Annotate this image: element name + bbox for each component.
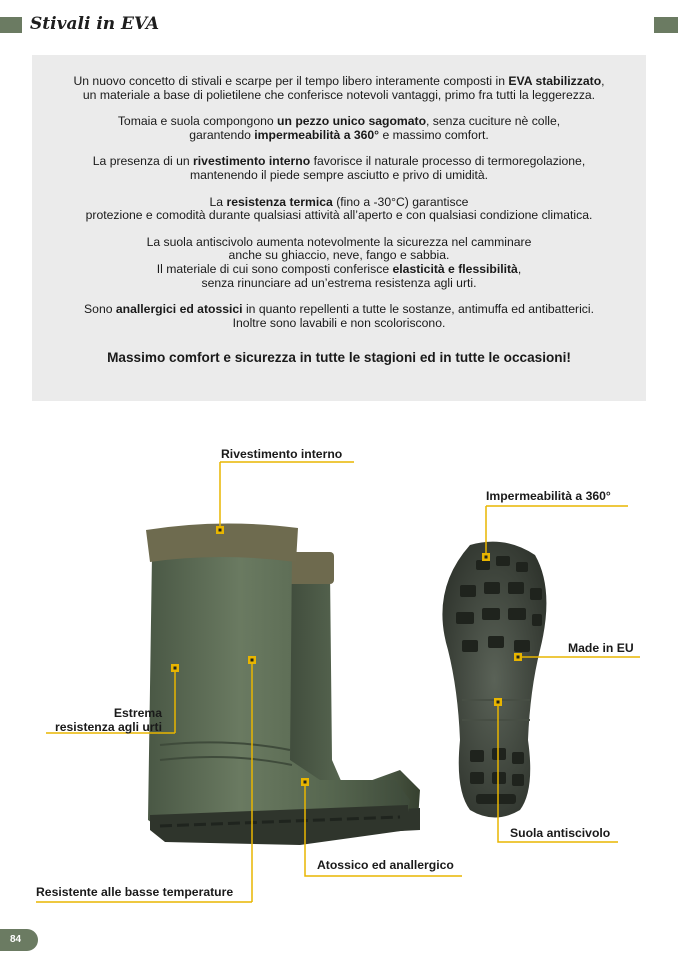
front-boot <box>146 523 410 845</box>
intro-paragraph: La resistenza termica (fino a -30°C) garantisce protezione e comodità durante qualsiasi attività all’aperto e con qualsiasi condizione climatica. <box>85 194 593 223</box>
header-accent-bar-right <box>654 17 678 33</box>
sole-view <box>442 542 546 818</box>
callout-impermeabilita: Impermeabilità a 360° <box>486 489 611 503</box>
emphasis-text: EVA stabilizzato <box>508 74 602 88</box>
callout-atossico: Atossico ed anallergico <box>317 858 454 872</box>
boots-illustration <box>0 430 678 950</box>
callout-suola-antiscivolo: Suola antiscivolo <box>510 826 611 840</box>
emphasis-text: elasticità e flessibilità <box>392 261 518 276</box>
closing-statement: Massimo comfort e sicurezza in tutte le stagioni ed in tutte le occasioni! <box>107 350 571 366</box>
emphasis-text: rivestimento interno <box>193 154 311 169</box>
intro-paragraph: Sono anallergici ed atossici in quanto repellenti a tutte le sostanze, antimuffa ed antibatterici. Inoltre sono lavabili e non scoloriscono. <box>84 302 594 330</box>
callout-resistente-basse-temperature: Resistente alle basse temperature <box>36 885 234 899</box>
emphasis-text: impermeabilità a 360° <box>254 127 380 142</box>
intro-paragraph: Un nuovo concetto di stivali e scarpe per il tempo libero interamente composti in EVA stabilizzato, un materiale a base di polietilene che conferisce notevoli vantaggi, primo fra tutti la leggerezza. <box>73 74 605 102</box>
intro-paragraph: Tomaia e suola compongono un pezzo unico sagomato, senza cuciture nè colle, garantendo impermeabilità a 360° e massimo comfort. <box>117 114 561 142</box>
callout-estrema-line2: resistenza agli urti <box>54 720 162 734</box>
header-accent-bar-left <box>0 17 22 33</box>
intro-paragraph: La presenza di un rivestimento interno favorisce il naturale processo di termoregolazione, mantenendo il piede sempre asciutto e privo di umidità. <box>92 154 586 182</box>
emphasis-text: un pezzo unico sagomato <box>277 114 427 129</box>
callout-rivestimento-interno: Rivestimento interno <box>221 447 343 461</box>
emphasis-text: anallergici ed atossici <box>115 302 243 317</box>
intro-text-box <box>32 55 646 401</box>
intro-paragraph: La suola antiscivolo aumenta notevolmente la sicurezza nel camminare anche su ghiaccio, neve, fango e sabbia. Il materiale di cui sono composti conferisce elasticità e flessibilità, senza rinunciare ad un’estrema resistenza agli urti. <box>146 234 532 290</box>
emphasis-text: resistenza termica <box>226 194 333 209</box>
callout-estrema-line1: Estrema <box>113 706 162 720</box>
callout-estrema-resistenza <box>46 706 162 734</box>
page-number: 84 <box>10 934 22 945</box>
page-title: Stivali in EVA <box>30 14 160 34</box>
callout-made-in-eu: Made in EU <box>568 641 634 655</box>
